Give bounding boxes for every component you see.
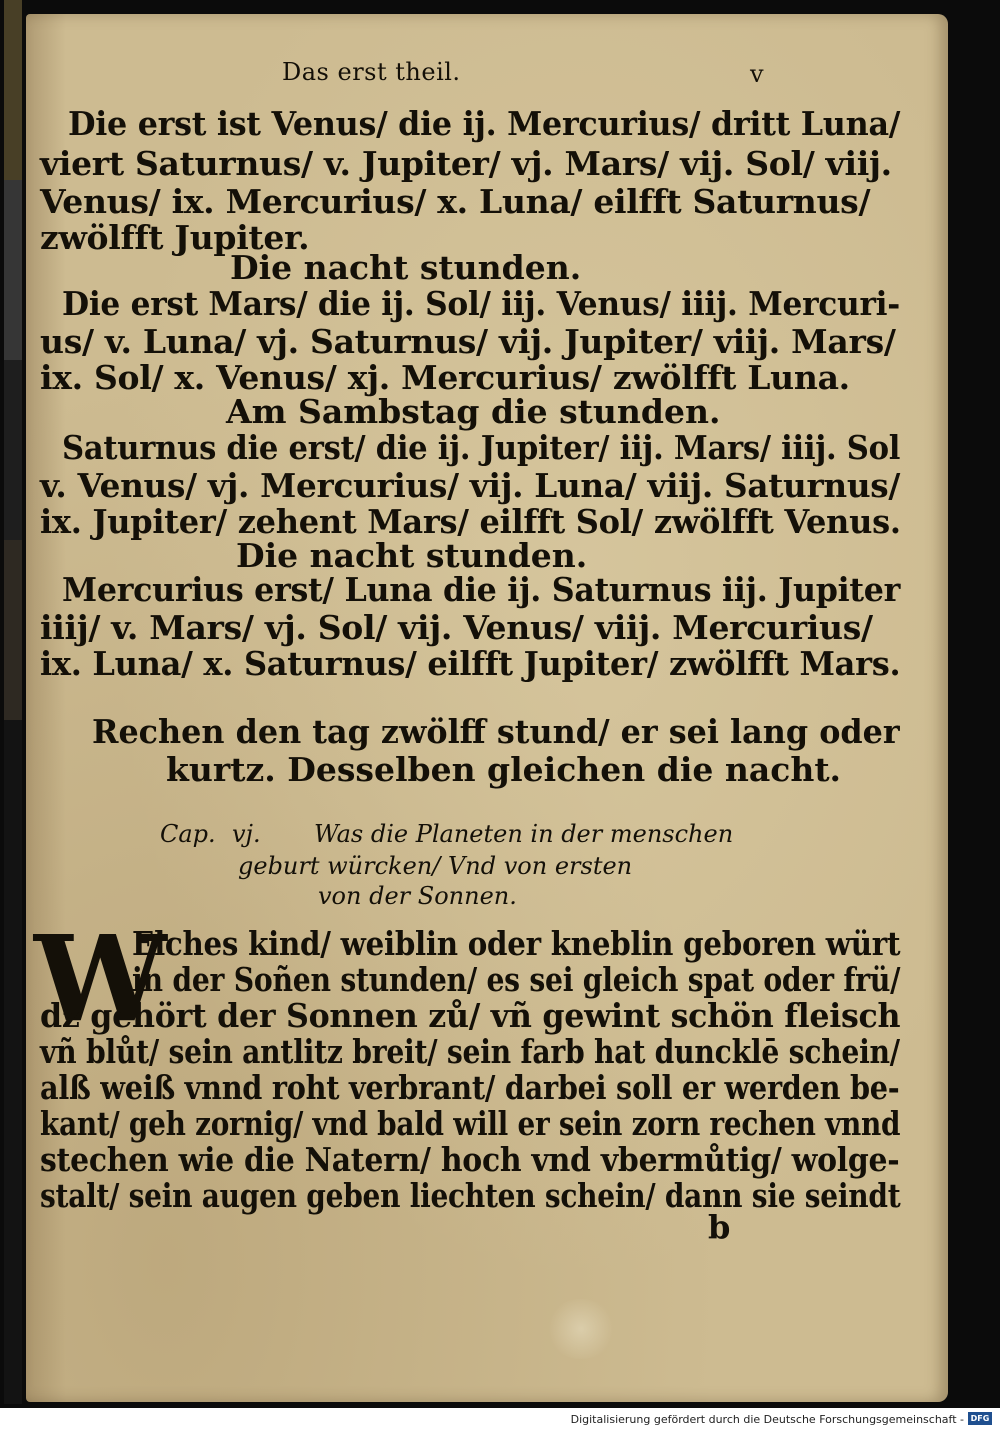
running-head: Das erst theil. — [282, 58, 461, 86]
folio-number: v — [750, 60, 764, 88]
chapter-title-line: von der Sonnen. — [318, 882, 517, 910]
section-heading: Die nacht stunden. — [230, 248, 582, 287]
paragraph-line: in der Soñen stunden/ es sei gleich spat oder frü/ — [132, 960, 901, 999]
body-line: Venus/ ix. Mercurius/ x. Luna/ eilfft Saturnus/ — [40, 182, 871, 221]
rule-line: kurtz. Desselben gleichen die nacht. — [166, 750, 842, 789]
paragraph-line: kant/ geh zornig/ vnd bald will er sein zorn rechen vnnd — [40, 1104, 901, 1143]
body-line: v. Venus/ vj. Mercurius/ vij. Luna/ viij. Saturnus/ — [40, 466, 901, 505]
chapter-title-line: Was die Planeten in der menschen — [314, 820, 734, 848]
body-line: Die erst ist Venus/ die ij. Mercurius/ dritt Luna/ — [68, 104, 901, 143]
body-line: zwölfft Jupiter. — [40, 218, 310, 257]
dfg-logo: DFG — [968, 1412, 992, 1425]
chapter-title-line: geburt würcken/ Vnd von ersten — [238, 852, 633, 880]
paper-stain — [546, 1299, 616, 1359]
paragraph-line: Elches kind/ weiblin oder kneblin geboren würt — [132, 924, 901, 963]
paragraph-line: vñ blůt/ sein antlitz breit/ sein farb hat duncklē schein/ — [40, 1032, 900, 1071]
body-line: iiij/ v. Mars/ vj. Sol/ vij. Venus/ viij. Mercurius/ — [40, 608, 873, 647]
body-line: ix. Luna/ x. Saturnus/ eilfft Jupiter/ zwölfft Mars. — [40, 644, 901, 683]
body-line: us/ v. Luna/ vj. Saturnus/ vij. Jupiter/ viij. Mars/ — [40, 322, 896, 361]
section-heading: Die nacht stunden. — [236, 536, 588, 575]
body-line: Die erst Mars/ die ij. Sol/ iij. Venus/ iiij. Mercuri- — [62, 284, 900, 323]
body-line: viert Saturnus/ v. Jupiter/ vj. Mars/ vij. Sol/ viij. — [40, 144, 892, 183]
paragraph-line: stechen wie die Natern/ hoch vnd vbermůtig/ wolge- — [40, 1140, 900, 1179]
chapter-number: vj. — [232, 820, 261, 848]
scan-color-strip — [4, 0, 22, 1404]
decorated-initial: W — [34, 909, 167, 1048]
section-heading: Am Sambstag die stunden. — [226, 392, 721, 431]
body-line: ix. Jupiter/ zehent Mars/ eilfft Sol/ zwölfft Venus. — [40, 502, 901, 541]
paragraph-line: alß weiß vnnd roht verbrant/ darbei soll er werden be- — [40, 1068, 900, 1107]
body-line: Mercurius erst/ Luna die ij. Saturnus iij. Jupiter — [62, 570, 901, 609]
paragraph-line: dz gehört der Sonnen zů/ vñ gewint schön fleisch — [40, 996, 901, 1035]
signature-mark: b — [708, 1208, 731, 1246]
body-line: Saturnus die erst/ die ij. Jupiter/ iij. Mars/ iiij. Sol — [62, 428, 901, 467]
body-line: ix. Sol/ x. Venus/ xj. Mercurius/ zwölfft Luna. — [40, 358, 850, 397]
funding-credit: Digitalisierung gefördert durch die Deutsche Forschungsgemeinschaft - — [570, 1413, 964, 1426]
paragraph-line: stalt/ sein augen geben liechten schein/ dann sie seindt — [40, 1176, 901, 1215]
rule-line: Rechen den tag zwölff stund/ er sei lang oder — [92, 712, 900, 751]
chapter-label: Cap. — [160, 820, 216, 848]
